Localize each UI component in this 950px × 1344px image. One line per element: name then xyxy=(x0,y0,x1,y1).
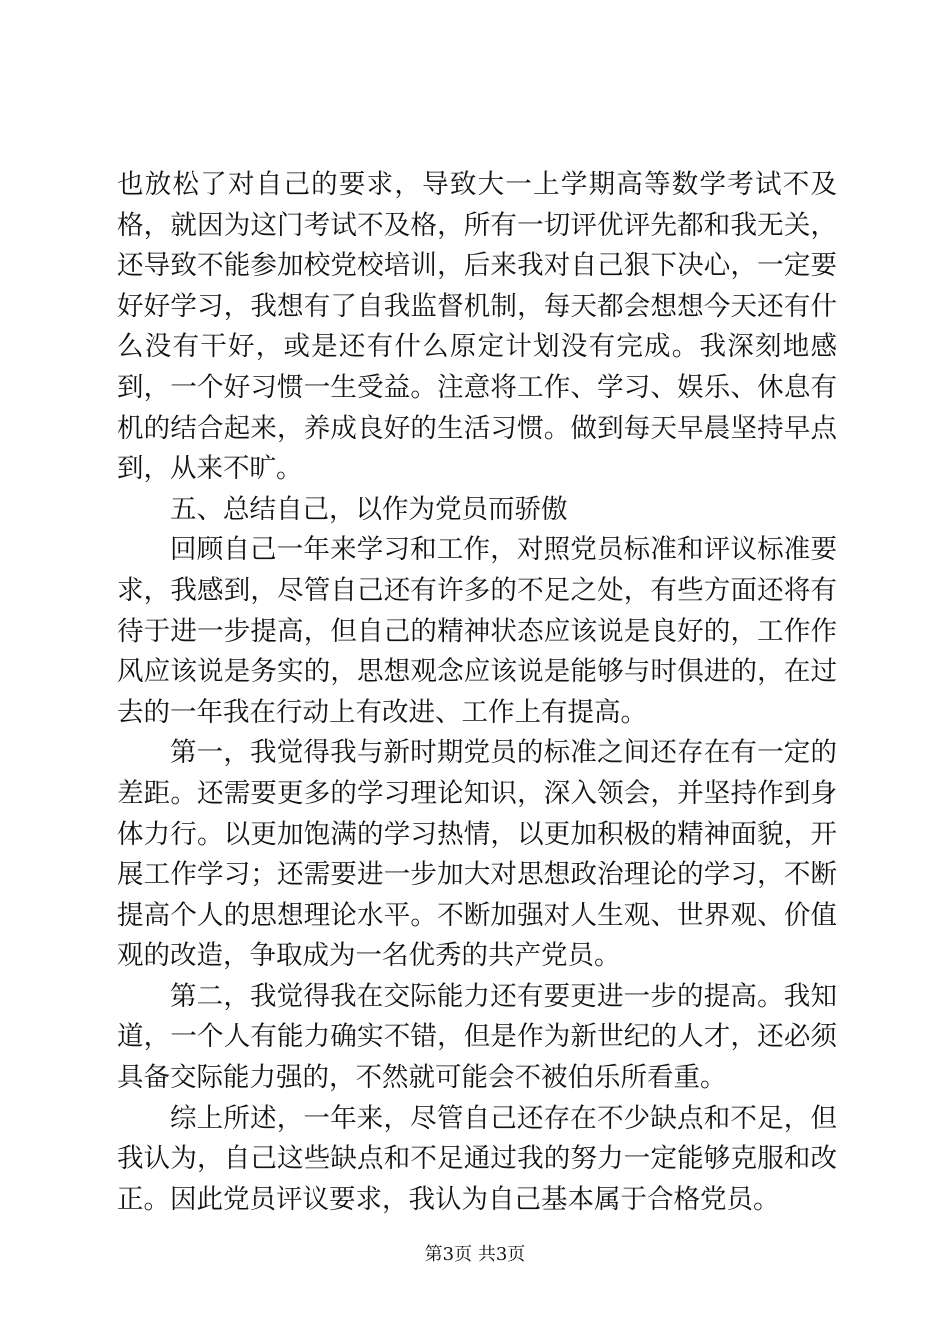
paragraph-continuation: 也放松了对自己的要求，导致大一上学期高等数学考试不及格，就因为这门考试不及格，所有一切评优评先都和我无关，还导致不能参加校党校培训，后来我对自己狠下决心，一定要好好学习，我想有了自我监督机制，每天都会想想今天还有什么没有干好，或是还有什么原定计划没有完成。我深刻地感到，一个好习惯一生受益。注意将工作、学习、娱乐、休息有机的结合起来，养成良好的生活习惯。做到每天早晨坚持早点到，从来不旷。 xyxy=(117,169,837,485)
paragraph-second-point: 第二，我觉得我在交际能力还有要更进一步的提高。我知道，一个人有能力确实不错，但是作为新世纪的人才，还必须具备交际能力强的，不然就可能会不被伯乐所看重。 xyxy=(117,980,837,1094)
paragraph-review: 回顾自己一年来学习和工作，对照党员标准和评议标准要求，我感到，尽管自己还有许多的不足之处，有些方面还将有待于进一步提高，但自己的精神状态应该说是良好的，工作作风应该说是务实的，思想观念应该说是能够与时俱进的，在过去的一年我在行动上有改进、工作上有提高。 xyxy=(117,534,837,728)
paragraph-first-point: 第一，我觉得我与新时期党员的标准之间还存在有一定的差距。还需要更多的学习理论知识，深入领会，并坚持作到身体力行。以更加饱满的学习热情，以更加积极的精神面貌，开展工作学习；还需要进一步加大对思想政治理论的学习，不断提高个人的思想理论水平。不断加强对人生观、世界观、价值观的改造，争取成为一名优秀的共产党员。 xyxy=(117,737,837,972)
section-heading: 五、总结自己，以作为党员而骄傲 xyxy=(170,493,568,525)
page-number-footer: 第3页 共3页 xyxy=(424,1244,526,1265)
paragraph-conclusion: 综上所述，一年来，尽管自己还存在不少缺点和不足，但我认为，自己这些缺点和不足通过我的努力一定能够克服和改正。因此党员评议要求，我认为自己基本属于合格党员。 xyxy=(117,1102,837,1215)
document-body xyxy=(117,165,837,1220)
